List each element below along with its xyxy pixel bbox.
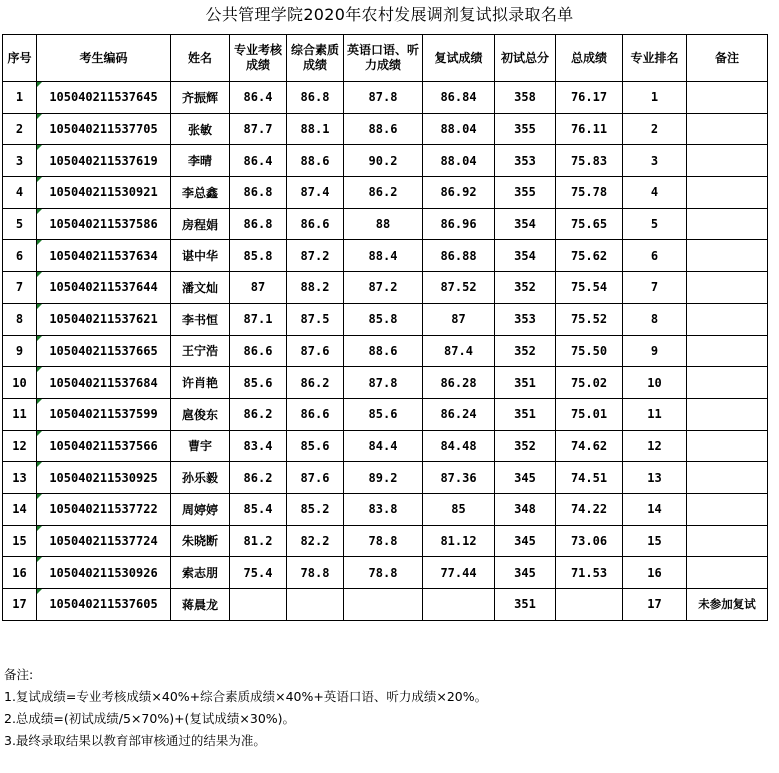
- col-name-header: 姓名: [171, 35, 230, 82]
- col-remark-cell: [687, 240, 768, 272]
- col-final-score-cell: 75.50: [556, 335, 623, 367]
- col-remark-cell: [687, 113, 768, 145]
- col-index-cell: 8: [3, 303, 37, 335]
- col-retest-score-cell: 86.28: [423, 367, 495, 399]
- col-retest-score-cell: 85: [423, 493, 495, 525]
- col-initial-total-cell: 345: [495, 557, 556, 589]
- col-quality-score-cell: 85.2: [287, 493, 344, 525]
- table-row: [3, 367, 768, 399]
- col-name-cell: 谌中华: [171, 240, 230, 272]
- col-final-score-cell: 75.02: [556, 367, 623, 399]
- col-final-score-cell: 75.54: [556, 272, 623, 304]
- col-rank-cell: 1: [623, 82, 687, 114]
- col-exam-code-cell: 105040211537665: [37, 335, 171, 367]
- col-quality-score-cell: [287, 589, 344, 621]
- col-name-cell: 蒋晨龙: [171, 589, 230, 621]
- col-rank-cell: 6: [623, 240, 687, 272]
- col-initial-total-cell: 355: [495, 177, 556, 209]
- page-title: 公共管理学院2020年农村发展调剂复试拟录取名单: [205, 5, 574, 24]
- col-rank-cell: 4: [623, 177, 687, 209]
- col-english-score-cell: 86.2: [344, 177, 423, 209]
- table-row: [3, 398, 768, 430]
- col-exam-code-cell: 105040211530925: [37, 462, 171, 494]
- col-name-cell: 齐振辉: [171, 82, 230, 114]
- col-final-score-cell: 75.01: [556, 398, 623, 430]
- col-remark-cell: [687, 272, 768, 304]
- col-retest-score-header: 复试成绩: [423, 35, 495, 82]
- col-remark-cell: [687, 398, 768, 430]
- col-major-score-cell: [230, 589, 287, 621]
- col-retest-score-cell: 77.44: [423, 557, 495, 589]
- header-row: [3, 35, 768, 82]
- col-final-score-cell: 75.65: [556, 208, 623, 240]
- col-exam-code-cell: 105040211530921: [37, 177, 171, 209]
- col-major-score-cell: 86.2: [230, 462, 287, 494]
- col-name-cell: 许肖艳: [171, 367, 230, 399]
- table-row: [3, 82, 768, 114]
- col-major-score-cell: 85.4: [230, 493, 287, 525]
- col-quality-score-cell: 78.8: [287, 557, 344, 589]
- col-retest-score-cell: [423, 589, 495, 621]
- col-rank-cell: 15: [623, 525, 687, 557]
- col-remark-cell: [687, 208, 768, 240]
- col-english-score-cell: 87.2: [344, 272, 423, 304]
- col-quality-score-cell: 87.2: [287, 240, 344, 272]
- col-retest-score-cell: 88.04: [423, 113, 495, 145]
- col-initial-total-cell: 352: [495, 335, 556, 367]
- notes-section: [4, 664, 764, 752]
- table-row: [3, 430, 768, 462]
- note-line-1: 1.复试成绩=专业考核成绩×40%+综合素质成绩×40%+英语口语、听力成绩×20%。: [4, 689, 488, 704]
- col-english-score-header: 英语口语、听力成绩: [344, 35, 423, 82]
- col-major-score-cell: 75.4: [230, 557, 287, 589]
- col-rank-cell: 7: [623, 272, 687, 304]
- col-exam-code-header: 考生编码: [37, 35, 171, 82]
- col-major-score-cell: 86.6: [230, 335, 287, 367]
- col-english-score-cell: [344, 589, 423, 621]
- col-index-header: 序号: [3, 35, 37, 82]
- col-exam-code-cell: 105040211537586: [37, 208, 171, 240]
- col-final-score-cell: 71.53: [556, 557, 623, 589]
- col-rank-cell: 5: [623, 208, 687, 240]
- col-remark-cell: [687, 525, 768, 557]
- col-remark-cell: [687, 367, 768, 399]
- col-index-cell: 17: [3, 589, 37, 621]
- col-english-score-cell: 85.6: [344, 398, 423, 430]
- col-remark-cell: [687, 303, 768, 335]
- table-row: [3, 557, 768, 589]
- col-index-cell: 9: [3, 335, 37, 367]
- col-name-cell: 李书恒: [171, 303, 230, 335]
- col-name-cell: 朱晓断: [171, 525, 230, 557]
- col-initial-total-header: 初试总分: [495, 35, 556, 82]
- col-name-cell: 孙乐毅: [171, 462, 230, 494]
- col-rank-cell: 16: [623, 557, 687, 589]
- col-initial-total-cell: 358: [495, 82, 556, 114]
- col-rank-cell: 2: [623, 113, 687, 145]
- col-quality-score-cell: 82.2: [287, 525, 344, 557]
- col-english-score-cell: 85.8: [344, 303, 423, 335]
- col-exam-code-cell: 105040211537645: [37, 82, 171, 114]
- table-row: [3, 272, 768, 304]
- table-row: [3, 589, 768, 621]
- col-quality-score-cell: 87.4: [287, 177, 344, 209]
- col-major-score-cell: 87.7: [230, 113, 287, 145]
- col-initial-total-cell: 352: [495, 272, 556, 304]
- col-name-cell: 曹宇: [171, 430, 230, 462]
- col-major-score-cell: 85.6: [230, 367, 287, 399]
- col-english-score-cell: 88.6: [344, 335, 423, 367]
- col-english-score-cell: 90.2: [344, 145, 423, 177]
- table-row: [3, 525, 768, 557]
- col-retest-score-cell: 84.48: [423, 430, 495, 462]
- col-remark-cell: [687, 82, 768, 114]
- col-index-cell: 12: [3, 430, 37, 462]
- col-final-score-cell: [556, 589, 623, 621]
- table-row: [3, 145, 768, 177]
- col-initial-total-cell: 354: [495, 240, 556, 272]
- col-major-score-cell: 86.2: [230, 398, 287, 430]
- col-index-cell: 10: [3, 367, 37, 399]
- col-initial-total-cell: 355: [495, 113, 556, 145]
- col-index-cell: 3: [3, 145, 37, 177]
- col-exam-code-cell: 105040211537724: [37, 525, 171, 557]
- col-rank-cell: 14: [623, 493, 687, 525]
- col-english-score-cell: 89.2: [344, 462, 423, 494]
- col-english-score-cell: 83.8: [344, 493, 423, 525]
- col-final-score-cell: 76.11: [556, 113, 623, 145]
- col-exam-code-cell: 105040211530926: [37, 557, 171, 589]
- col-initial-total-cell: 353: [495, 303, 556, 335]
- col-name-cell: 潘文灿: [171, 272, 230, 304]
- col-final-score-cell: 74.51: [556, 462, 623, 494]
- col-retest-score-cell: 86.92: [423, 177, 495, 209]
- col-retest-score-cell: 86.84: [423, 82, 495, 114]
- col-index-cell: 6: [3, 240, 37, 272]
- col-rank-cell: 12: [623, 430, 687, 462]
- col-initial-total-cell: 352: [495, 430, 556, 462]
- col-english-score-cell: 84.4: [344, 430, 423, 462]
- col-initial-total-cell: 351: [495, 589, 556, 621]
- col-initial-total-cell: 345: [495, 525, 556, 557]
- col-major-score-cell: 87: [230, 272, 287, 304]
- col-retest-score-cell: 88.04: [423, 145, 495, 177]
- col-name-cell: 李晴: [171, 145, 230, 177]
- col-major-score-cell: 86.4: [230, 145, 287, 177]
- col-rank-header: 专业排名: [623, 35, 687, 82]
- col-english-score-cell: 88: [344, 208, 423, 240]
- note-line-2: 2.总成绩=(初试成绩/5×70%)+(复试成绩×30%)。: [4, 711, 296, 726]
- col-exam-code-cell: 105040211537605: [37, 589, 171, 621]
- col-exam-code-cell: 105040211537722: [37, 493, 171, 525]
- col-retest-score-cell: 86.88: [423, 240, 495, 272]
- col-index-cell: 7: [3, 272, 37, 304]
- col-remark-header: 备注: [687, 35, 768, 82]
- col-english-score-cell: 87.8: [344, 82, 423, 114]
- col-rank-cell: 10: [623, 367, 687, 399]
- col-index-cell: 16: [3, 557, 37, 589]
- col-exam-code-cell: 105040211537684: [37, 367, 171, 399]
- col-index-cell: 15: [3, 525, 37, 557]
- table-row: [3, 493, 768, 525]
- col-remark-cell: [687, 335, 768, 367]
- col-remark-cell: [687, 557, 768, 589]
- col-quality-score-cell: 88.2: [287, 272, 344, 304]
- col-index-cell: 4: [3, 177, 37, 209]
- col-english-score-cell: 78.8: [344, 525, 423, 557]
- col-rank-cell: 13: [623, 462, 687, 494]
- table-row: [3, 462, 768, 494]
- col-index-cell: 14: [3, 493, 37, 525]
- col-english-score-cell: 87.8: [344, 367, 423, 399]
- col-index-cell: 5: [3, 208, 37, 240]
- col-retest-score-cell: 87: [423, 303, 495, 335]
- col-initial-total-cell: 353: [495, 145, 556, 177]
- col-initial-total-cell: 354: [495, 208, 556, 240]
- col-initial-total-cell: 351: [495, 367, 556, 399]
- col-remark-cell: [687, 430, 768, 462]
- col-retest-score-cell: 86.24: [423, 398, 495, 430]
- col-remark-cell: [687, 493, 768, 525]
- col-index-cell: 1: [3, 82, 37, 114]
- col-quality-score-cell: 87.6: [287, 462, 344, 494]
- col-final-score-cell: 75.62: [556, 240, 623, 272]
- col-quality-score-cell: 87.5: [287, 303, 344, 335]
- col-major-score-cell: 81.2: [230, 525, 287, 557]
- col-initial-total-cell: 348: [495, 493, 556, 525]
- col-rank-cell: 3: [623, 145, 687, 177]
- col-quality-score-cell: 86.8: [287, 82, 344, 114]
- col-quality-score-cell: 86.2: [287, 367, 344, 399]
- col-final-score-cell: 74.62: [556, 430, 623, 462]
- col-final-score-header: 总成绩: [556, 35, 623, 82]
- col-exam-code-cell: 105040211537705: [37, 113, 171, 145]
- col-quality-score-cell: 88.1: [287, 113, 344, 145]
- col-name-cell: 王宁浩: [171, 335, 230, 367]
- col-name-cell: 张敏: [171, 113, 230, 145]
- col-exam-code-cell: 105040211537634: [37, 240, 171, 272]
- col-major-score-cell: 86.8: [230, 208, 287, 240]
- col-major-score-header: 专业考核成绩: [230, 35, 287, 82]
- note-line-3: 3.最终录取结果以教育部审核通过的结果为准。: [4, 733, 266, 748]
- col-name-cell: 扈俊东: [171, 398, 230, 430]
- col-major-score-cell: 83.4: [230, 430, 287, 462]
- col-exam-code-cell: 105040211537599: [37, 398, 171, 430]
- col-retest-score-cell: 87.36: [423, 462, 495, 494]
- col-quality-score-cell: 86.6: [287, 208, 344, 240]
- col-retest-score-cell: 81.12: [423, 525, 495, 557]
- col-name-cell: 索志朋: [171, 557, 230, 589]
- col-remark-cell: [687, 177, 768, 209]
- col-index-cell: 13: [3, 462, 37, 494]
- col-exam-code-cell: 105040211537644: [37, 272, 171, 304]
- col-major-score-cell: 86.8: [230, 177, 287, 209]
- col-exam-code-cell: 105040211537621: [37, 303, 171, 335]
- col-initial-total-cell: 345: [495, 462, 556, 494]
- col-remark-cell: 未参加复试: [687, 589, 768, 621]
- table-row: [3, 303, 768, 335]
- col-quality-score-cell: 86.6: [287, 398, 344, 430]
- col-name-cell: 周婷婷: [171, 493, 230, 525]
- col-name-cell: 李总鑫: [171, 177, 230, 209]
- table-row: [3, 208, 768, 240]
- notes-heading: 备注:: [4, 667, 34, 682]
- col-retest-score-cell: 87.4: [423, 335, 495, 367]
- col-final-score-cell: 75.83: [556, 145, 623, 177]
- col-remark-cell: [687, 462, 768, 494]
- admission-table: [2, 34, 768, 621]
- col-rank-cell: 11: [623, 398, 687, 430]
- col-initial-total-cell: 351: [495, 398, 556, 430]
- col-english-score-cell: 88.6: [344, 113, 423, 145]
- col-name-cell: 房程娟: [171, 208, 230, 240]
- col-major-score-cell: 86.4: [230, 82, 287, 114]
- col-final-score-cell: 74.22: [556, 493, 623, 525]
- table-row: [3, 177, 768, 209]
- col-rank-cell: 9: [623, 335, 687, 367]
- col-final-score-cell: 76.17: [556, 82, 623, 114]
- col-exam-code-cell: 105040211537619: [37, 145, 171, 177]
- col-major-score-cell: 85.8: [230, 240, 287, 272]
- table-row: [3, 240, 768, 272]
- col-final-score-cell: 73.06: [556, 525, 623, 557]
- table-row: [3, 113, 768, 145]
- col-quality-score-header: 综合素质成绩: [287, 35, 344, 82]
- col-remark-cell: [687, 145, 768, 177]
- col-exam-code-cell: 105040211537566: [37, 430, 171, 462]
- col-english-score-cell: 78.8: [344, 557, 423, 589]
- col-index-cell: 11: [3, 398, 37, 430]
- col-final-score-cell: 75.52: [556, 303, 623, 335]
- col-index-cell: 2: [3, 113, 37, 145]
- col-rank-cell: 8: [623, 303, 687, 335]
- col-quality-score-cell: 87.6: [287, 335, 344, 367]
- table-row: [3, 335, 768, 367]
- col-final-score-cell: 75.78: [556, 177, 623, 209]
- col-english-score-cell: 88.4: [344, 240, 423, 272]
- col-quality-score-cell: 88.6: [287, 145, 344, 177]
- col-rank-cell: 17: [623, 589, 687, 621]
- col-quality-score-cell: 85.6: [287, 430, 344, 462]
- col-retest-score-cell: 86.96: [423, 208, 495, 240]
- col-retest-score-cell: 87.52: [423, 272, 495, 304]
- col-major-score-cell: 87.1: [230, 303, 287, 335]
